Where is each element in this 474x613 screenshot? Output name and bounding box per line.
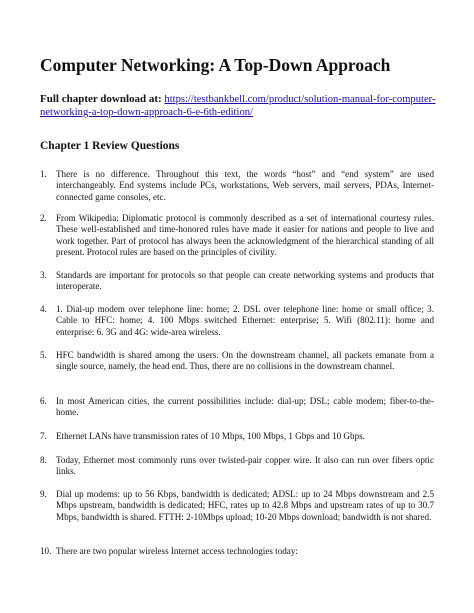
- question-text: Ethernet LANs have transmission rates of 10 Mbps, 100 Mbps, 1 Gbps and 10 Gbps.: [56, 431, 365, 441]
- question-item: [40, 270, 434, 293]
- question-number: 9.: [40, 489, 47, 499]
- question-text: Standards are important for protocols so that people can create networking systems and products that interoperate.: [56, 270, 434, 292]
- question-text: From Wikipedia: Diplomatic protocol is commonly described as a set of international courtesy rules. These well-established and time-honored rules have made it easier for nations and people to live and work together. Part of protocol has always been the acknowledgment of the hierarchical standing of all present. Protocol rules are based on the principles of civility.: [56, 213, 434, 257]
- question-text: 1. Dial-up modem over telephone line: home; 2. DSL over telephone line: home or small office; 3. Cable to HFC: home; 4. 100 Mbps switched Ethernet: enterprise; 5. Wifi (802.11): home and enterprise: 6. 3G and 4G: wide-area wireless.: [56, 304, 434, 337]
- question-item: [40, 169, 434, 203]
- question-number: 5.: [40, 350, 47, 360]
- download-label: Full chapter download at:: [40, 93, 162, 105]
- question-number: 3.: [40, 270, 47, 280]
- question-number: 8.: [40, 455, 47, 465]
- question-item: [40, 304, 434, 338]
- question-item: [40, 350, 434, 373]
- question-number: 7.: [40, 431, 47, 441]
- question-text: Today, Ethernet most commonly runs over twisted-pair copper wire. It also can run over fibers optic links.: [56, 455, 434, 477]
- question-number: 1.: [40, 169, 47, 179]
- question-item: [40, 396, 434, 419]
- question-text: Dial up modems: up to 56 Kbps, bandwidth is dedicated; ADSL: up to 24 Mbps downstream and 2.5 Mbps upstream, bandwidth is dedicated; HFC, rates up to 42.8 Mbps and upstream rates of up to 30.7 Mbps, bandwidth is shared. FTTH: 2-10Mbps upload; 10-20 Mbps download; bandwidth is not shared.: [56, 489, 434, 522]
- download-link[interactable]: https://testbankbell.com/product/solution-manual-for-computer-networking-a-top-down-approach-6-e-6th-edition/: [40, 94, 436, 118]
- question-item: [40, 546, 434, 557]
- chapter-heading: Chapter 1 Review Questions: [40, 140, 180, 152]
- question-text: HFC bandwidth is shared among the users. On the downstream channel, all packets emanate from a single source, namely, the head end. Thus, there are no collisions in the downstream channel.: [56, 350, 434, 372]
- question-text: There are two popular wireless Internet access technologies today:: [56, 546, 298, 556]
- question-item: [40, 431, 434, 442]
- question-number: 4.: [40, 304, 47, 314]
- question-number: 10.: [40, 546, 52, 556]
- question-number: 6.: [40, 396, 47, 406]
- question-text: In most American cities, the current possibilities include: dial-up; DSL; cable modem; fiber-to-the-home.: [56, 396, 434, 418]
- question-number: 2.: [40, 213, 47, 223]
- question-item: [40, 455, 434, 478]
- question-text: There is no difference. Throughout this text, the words “host” and “end system” are used interchangeably. End systems include PCs, workstations, Web servers, mail servers, PDAs, Internet-connected game consoles, etc.: [56, 169, 434, 202]
- question-item: [40, 489, 434, 523]
- document-title: Computer Networking: A Top-Down Approach: [40, 55, 391, 75]
- download-line: [40, 93, 440, 119]
- question-item: [40, 213, 434, 258]
